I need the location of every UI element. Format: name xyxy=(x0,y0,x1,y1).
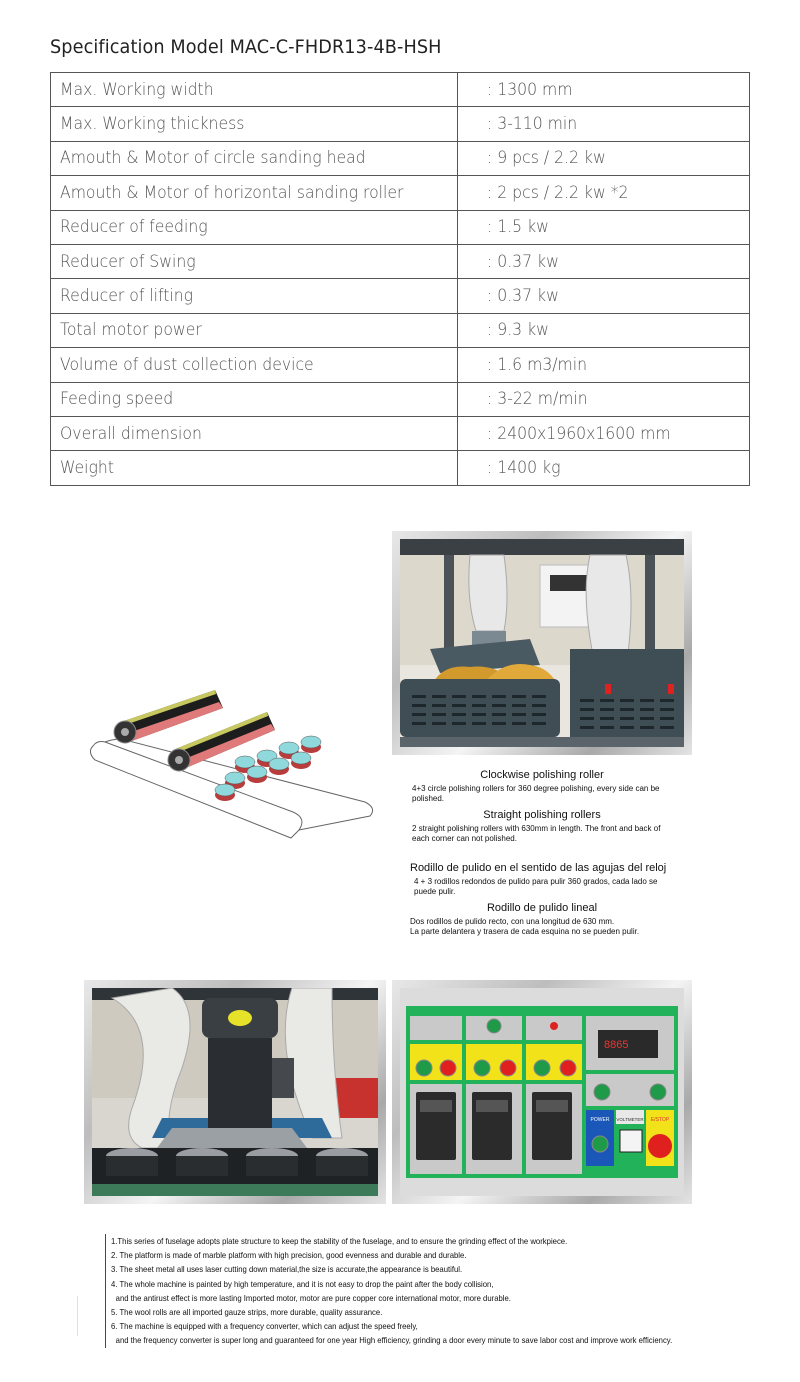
spec-value xyxy=(458,176,750,210)
spec-row xyxy=(51,141,750,175)
divider xyxy=(77,1296,78,1336)
sanding-head-top xyxy=(279,742,299,754)
spec-label-text: Amouth & Motor of circle sanding head xyxy=(60,148,366,169)
counter-display: 8865 xyxy=(604,1039,629,1051)
motor-photo xyxy=(92,988,378,1196)
panel-button xyxy=(534,1060,550,1076)
spec-value-text: : 2 pcs / 2.2 kw *2 xyxy=(487,182,629,203)
control-panel-photo xyxy=(400,988,684,1196)
spec-row xyxy=(51,244,750,278)
control-panel-photo-frame xyxy=(392,980,692,1204)
spec-value xyxy=(458,107,750,141)
sanding-head-top xyxy=(215,784,235,796)
spec-label xyxy=(51,176,458,210)
caption-heading: Straight polishing rollers xyxy=(483,809,601,821)
spec-label xyxy=(51,451,458,485)
estop-label: E/STOP xyxy=(650,1117,670,1123)
spec-value xyxy=(458,210,750,244)
spec-value xyxy=(458,244,750,278)
spec-label xyxy=(51,416,458,450)
caption-text: Dos rodillos de pulido recto, con una longitud de 630 mm. xyxy=(410,917,615,926)
spec-value-text: : 3-110 min xyxy=(487,114,578,135)
spec-value xyxy=(458,416,750,450)
note-line: 5. The wool rolls are all imported gauze strips, more durable, quality assurance. xyxy=(111,1307,383,1318)
caption-text: 4 + 3 rodillos redondos de pulido para pulir 360 grados, cada lado se puede pulir. xyxy=(414,877,658,896)
spec-row xyxy=(51,451,750,485)
spec-value-text: : 0.37 kw xyxy=(487,251,559,272)
spec-label xyxy=(51,313,458,347)
spec-label xyxy=(51,210,458,244)
spec-label-text: Max. Working width xyxy=(60,79,214,100)
machine-photo-frame xyxy=(392,531,692,755)
caption-panel xyxy=(398,757,686,965)
spec-value xyxy=(458,348,750,382)
spec-label-text: Total motor power xyxy=(60,320,202,341)
panel-button xyxy=(560,1060,576,1076)
sanding-head-top xyxy=(301,736,321,748)
feature-notes xyxy=(105,1234,714,1348)
note-line: and the antirust effect is more lasting Imported motor, motor are pure copper core international motor, more durable. xyxy=(115,1292,511,1303)
spec-label xyxy=(51,73,458,107)
machine-photo xyxy=(400,539,684,747)
spec-value xyxy=(458,279,750,313)
page-title: Specification Model MAC-C-FHDR13-4B-HSH xyxy=(50,36,442,58)
spec-label xyxy=(51,348,458,382)
caption-text: 2 straight polishing rollers with 630mm in length. The front and back of each corner can not polished. xyxy=(412,824,661,843)
spec-value-text: : 3-22 m/min xyxy=(487,389,588,410)
spec-row xyxy=(51,313,750,347)
spec-row xyxy=(51,210,750,244)
spec-value-text: : 1400 kg xyxy=(487,457,561,478)
spec-label xyxy=(51,107,458,141)
power-label: POWER xyxy=(590,1117,610,1123)
panel-button xyxy=(440,1060,456,1076)
spec-value-text: : 9.3 kw xyxy=(487,320,549,341)
spec-row xyxy=(51,348,750,382)
caption-text: 4+3 circle polishing rollers for 360 degree polishing, every side can be polished. xyxy=(412,784,660,803)
caption-heading: Rodillo de pulido lineal xyxy=(486,902,598,914)
spec-row xyxy=(51,382,750,416)
note-line: and the frequency converter is super long and guaranteed for one year High efficiency, grinding a door every minute to save labor cost and improve work efficiency. xyxy=(115,1335,673,1346)
spec-label xyxy=(51,244,458,278)
spec-table xyxy=(50,72,750,486)
spec-row xyxy=(51,73,750,107)
spec-label xyxy=(51,382,458,416)
note-line: 1.This series of fuselage adopts plate structure to keep the stability of the fuselage, and to ensure the grinding effect of the workpiece. xyxy=(111,1236,568,1246)
spec-value-text: : 1.5 kw xyxy=(487,217,549,238)
panel-button xyxy=(500,1060,516,1076)
spec-label xyxy=(51,279,458,313)
caption-heading: Clockwise polishing roller xyxy=(480,769,604,781)
spec-label-text: Volume of dust collection device xyxy=(60,354,314,375)
note-line: 3. The sheet metal all uses laser cutting down material,the size is accurate,the appearance is beautiful. xyxy=(111,1264,463,1275)
spec-value-text: : 9 pcs / 2.2 kw xyxy=(487,148,606,169)
note-line: 2. The platform is made of marble platform with high precision, good evenness and durable and durable. xyxy=(111,1250,467,1261)
spec-row xyxy=(51,416,750,450)
emergency-stop-button xyxy=(648,1134,672,1158)
sanding-head-top xyxy=(247,766,267,778)
motor-photo-frame xyxy=(84,980,386,1204)
spec-row xyxy=(51,107,750,141)
spec-label xyxy=(51,141,458,175)
spec-value xyxy=(458,73,750,107)
sanding-head-top xyxy=(269,758,289,770)
panel-button xyxy=(416,1060,432,1076)
note-line: 4. The whole machine is painted by high temperature, and it is not easy to drop the paint after the body collision, xyxy=(111,1278,494,1289)
spec-value xyxy=(458,141,750,175)
panel-button xyxy=(474,1060,490,1076)
spec-value-text: : 2400x1960x1600 mm xyxy=(487,423,671,444)
voltmeter-label: VOLTMETER xyxy=(616,1117,644,1122)
sanding-head-top xyxy=(235,756,255,768)
spec-row xyxy=(51,176,750,210)
caption-text: La parte delantera y trasera de cada esquina no se pueden pulir. xyxy=(410,927,640,936)
spec-label-text: Overall dimension xyxy=(60,423,202,444)
spec-label-text: Reducer of lifting xyxy=(60,286,193,307)
horizontal-roller xyxy=(114,690,223,743)
spec-value-text: : 0.37 kw xyxy=(487,286,559,307)
note-line: 6. The machine is equipped with a frequency converter, which can adjust the speed freely, xyxy=(111,1321,418,1332)
spec-value-text: : 1300 mm xyxy=(487,79,573,100)
spec-label-text: Feeding speed xyxy=(60,389,174,410)
spec-label-text: Amouth & Motor of horizontal sanding roller xyxy=(60,182,404,203)
spec-value xyxy=(458,451,750,485)
spec-label-text: Reducer of feeding xyxy=(60,217,208,238)
spec-value-text: : 1.6 m3/min xyxy=(487,354,588,375)
spec-value xyxy=(458,313,750,347)
roller-diagram xyxy=(85,690,385,840)
caption-heading: Rodillo de pulido en el sentido de las agujas del reloj xyxy=(410,862,667,874)
spec-label-text: Max. Working thickness xyxy=(60,114,245,135)
sanding-head-top xyxy=(225,772,245,784)
sanding-head-top xyxy=(291,752,311,764)
spec-label-text: Weight xyxy=(60,457,114,478)
spec-value xyxy=(458,382,750,416)
spec-label-text: Reducer of Swing xyxy=(60,251,196,272)
spec-row xyxy=(51,279,750,313)
